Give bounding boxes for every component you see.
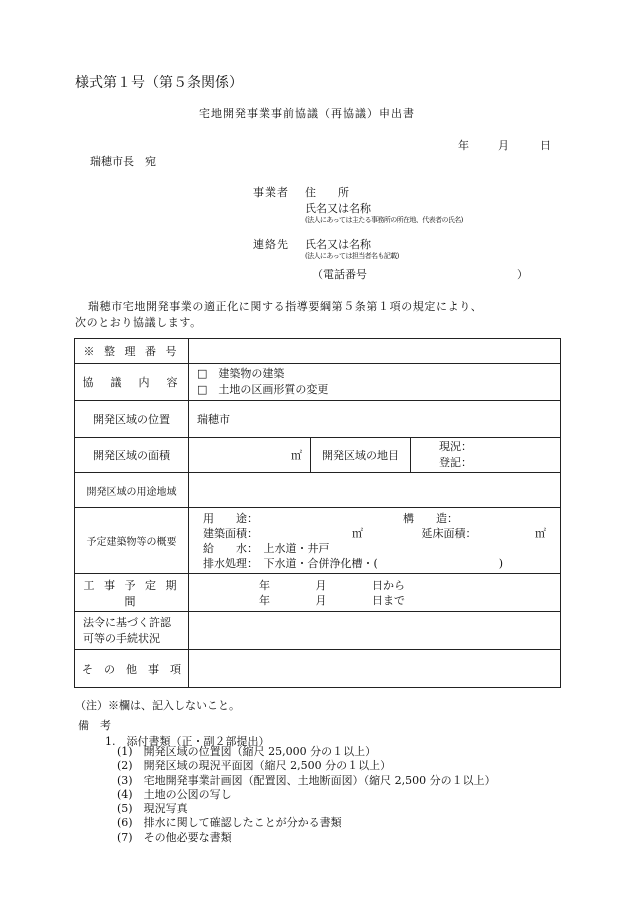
list-item: (2) 開発区域の現況平面図（縮尺 2,500 分の１以上） (117, 759, 392, 773)
table-row (75, 473, 561, 508)
structure-label: 構 造： (403, 511, 459, 525)
consultation-type-cell (189, 364, 561, 401)
construction-period-label: 工 事 予 定 期 間 (75, 574, 189, 612)
zoning-field[interactable] (189, 473, 561, 508)
square-meter-unit: ㎡ (291, 449, 302, 462)
permit-status-label (75, 612, 189, 650)
start-month-label: 月 (315, 578, 327, 592)
phone-label: （電話番号 (312, 268, 367, 281)
application-form-table (74, 338, 561, 688)
use-label: 用 途： (203, 511, 258, 525)
form-title: 宅地開発事業事前協議（再協議）申出書 (199, 107, 415, 120)
planned-building-cell (189, 508, 561, 574)
note-text: （注）※欄は、記入しないこと。 (75, 699, 240, 712)
zoning-label: 開発区域の用途地域 (75, 473, 189, 508)
date-day-label: 日 (540, 139, 551, 152)
date-month-label: 月 (498, 139, 509, 152)
corp-note-2: (法人にあっては担当者名も記載) (305, 252, 399, 260)
attachments-title: 1. 添付書類（正・副２部提出） (105, 735, 270, 748)
address-label: 住 所 (305, 186, 349, 199)
option-land-change-checkbox[interactable]: □ 土地の区画形質の変更 (197, 383, 329, 396)
table-row (75, 364, 561, 401)
table-row (75, 438, 561, 473)
land-category-label: 開発区域の地目 (311, 438, 411, 473)
corp-note-1: (法人にあっては主たる事務所の所在地、代表者の氏名) (305, 216, 463, 224)
business-label: 事業者 (253, 186, 289, 199)
table-row (75, 650, 561, 688)
other-matters-field[interactable] (189, 650, 561, 688)
attachments-list (117, 745, 496, 845)
contact-name-label: 氏名又は名称 (305, 238, 371, 251)
contact-label: 連絡先 (253, 238, 289, 251)
end-day-label: 日まで (372, 593, 405, 607)
form-number: 様式第１号（第５条関係） (75, 75, 243, 91)
table-row (75, 339, 561, 364)
square-meter-unit: ㎡ (352, 526, 363, 540)
name-label: 氏名又は名称 (305, 202, 371, 215)
land-category-field[interactable] (411, 438, 561, 473)
building-area-label: 建築面積： (203, 526, 258, 540)
permit-status-label-line-1: 法令に基づく許認 (83, 615, 171, 629)
floor-area-label: 延床面積： (421, 526, 477, 540)
table-row (75, 508, 561, 574)
other-matters-label: そ の 他 事 項 (75, 650, 189, 688)
table-row (75, 612, 561, 650)
planned-building-label: 予定建築物等の概要 (75, 508, 189, 574)
end-month-label: 月 (315, 593, 327, 607)
consultation-type-label: 協 議 内 容 (75, 364, 189, 401)
development-area-field[interactable] (189, 438, 311, 473)
reference-number-field[interactable] (189, 339, 561, 364)
permit-status-label-line-2: 可等の手続状況 (83, 631, 160, 645)
permit-status-field[interactable] (189, 612, 561, 650)
list-item: (4) 土地の公図の写し (117, 787, 232, 801)
drainage-label: 排水処理： 下水道・合併浄化槽・( (203, 556, 378, 570)
end-year-label: 年 (259, 593, 270, 607)
table-row (75, 401, 561, 438)
development-location-label: 開発区域の位置 (75, 401, 189, 438)
date-year-label: 年 (458, 139, 469, 152)
list-item: (3) 宅地開発事業計画図（配置図、土地断面図）（縮尺 2,500 分の１以上） (117, 773, 496, 787)
option-building-checkbox[interactable]: □ 建築物の建築 (197, 367, 285, 380)
remarks-title: 備 考 (78, 719, 111, 732)
reference-number-label: ※ 整 理 番 号 (75, 339, 189, 364)
list-item: (5) 現況写真 (117, 802, 188, 816)
drainage-close: ) (498, 556, 503, 570)
addressee: 瑞穂市長 宛 (90, 155, 156, 168)
land-status-label: 現況： (439, 440, 472, 453)
start-day-label: 日から (372, 578, 405, 592)
list-item: (1) 開発区域の位置図（縮尺 25,000 分の１以上） (117, 745, 377, 758)
start-year-label: 年 (259, 578, 270, 592)
intro-line-2: 次のとおり協議します。 (75, 316, 202, 329)
phone-close: ） (517, 268, 528, 281)
development-area-label: 開発区域の面積 (75, 438, 189, 473)
land-registry-label: 登記： (439, 456, 472, 469)
intro-line-1: 瑞穂市宅地開発事業の適正化に関する指導要綱第５条第１項の規定により、 (88, 300, 483, 313)
list-item: (6) 排水に関して確認したことが分かる書類 (117, 816, 342, 830)
square-meter-unit: ㎡ (535, 526, 547, 540)
construction-period-cell (189, 574, 561, 612)
development-location-field[interactable]: 瑞穂市 (189, 401, 561, 438)
list-item: (7) その他必要な書類 (117, 830, 232, 844)
water-supply-label: 給 水： 上水道・井戸 (203, 541, 330, 555)
table-row (75, 574, 561, 612)
